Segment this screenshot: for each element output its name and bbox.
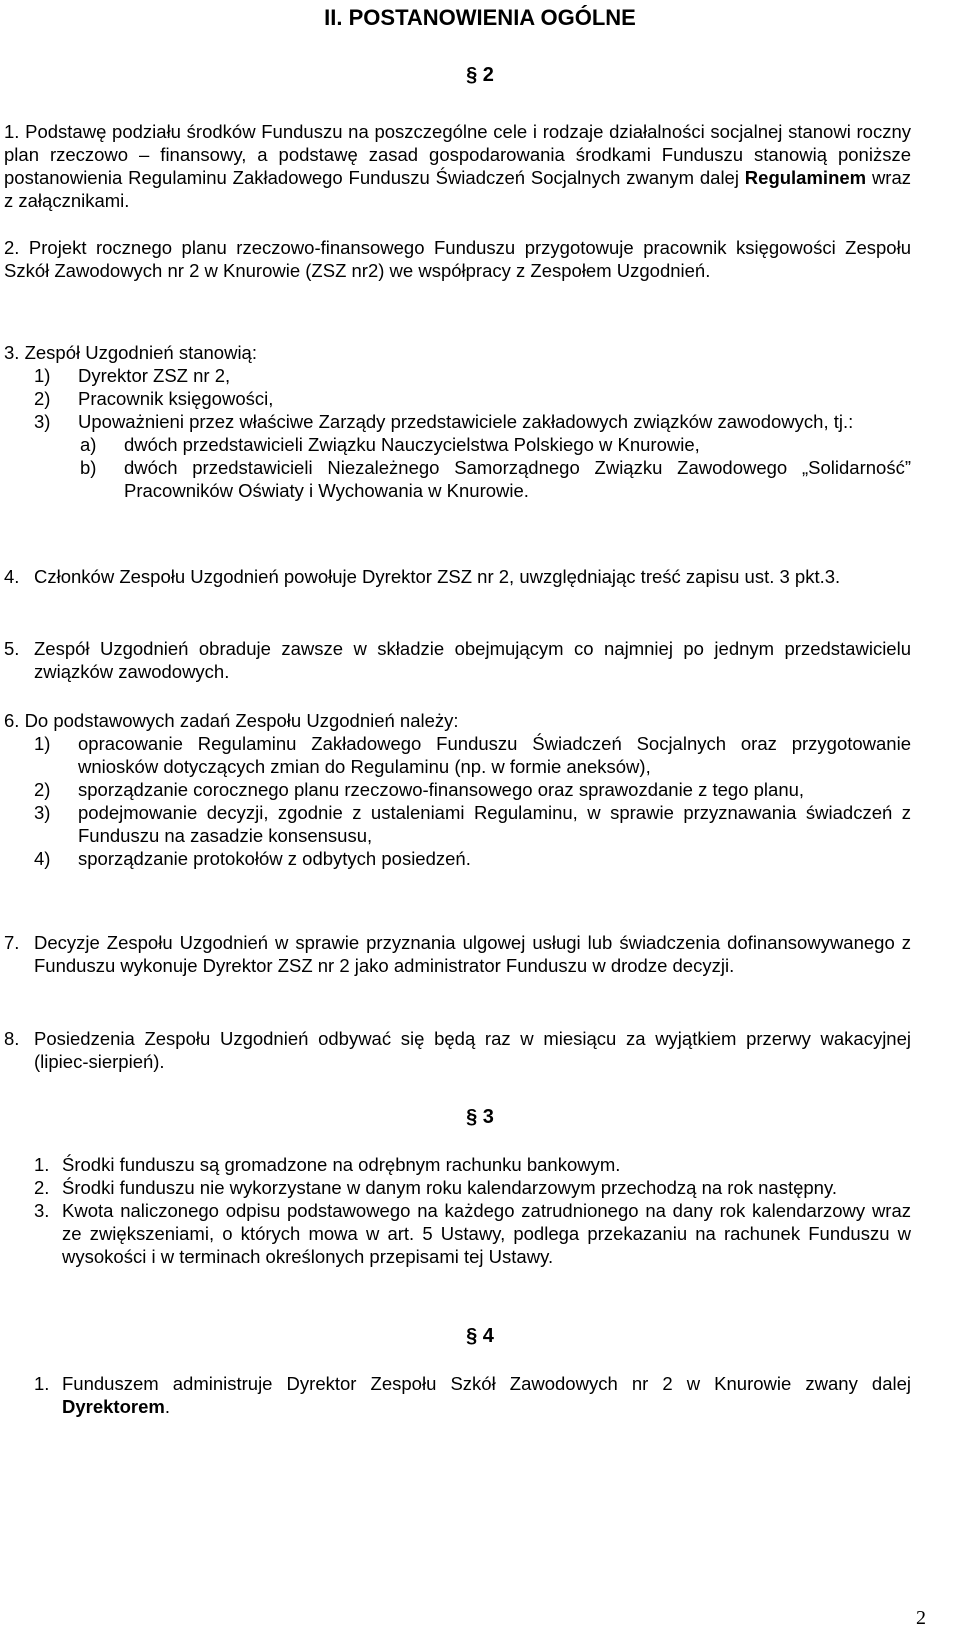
list-item-text: Pracownik księgowości,: [78, 388, 274, 409]
paragraph-1-text-c: wraz z załącznikami.: [4, 167, 911, 211]
list-item-text-a: Funduszem administruje Dyrektor Zespołu Szkół Zawodowych nr 2 w Knurowie zwany dalej: [62, 1373, 911, 1394]
paragraph-1-text-a: 1. Podstawę podziału środków Funduszu na poszczególne cele i rodzaje działalności socjalnej stanowi roczny plan rzeczowo – finansowy, a podstawę zasad gospodarowania środkami Funduszu stanowią poniższe postanowienia Regulaminu Zakładowego Funduszu Świadczeń Socjalnych zwanym dalej: [4, 121, 911, 188]
sub-list-item: [4, 456, 911, 502]
term-regulamin: Regulaminem: [744, 167, 867, 188]
section-heading-4: § 4: [466, 1325, 494, 1347]
list-item: [4, 410, 911, 433]
list-item-text: podejmowanie decyzji, zgodnie z ustaleniami Regulaminu, w sprawie przyznawania świadczeń z Funduszu na zasadzie konsensusu,: [78, 802, 911, 846]
chapter-title: II. POSTANOWIENIA OGÓLNE: [324, 5, 636, 30]
paragraph-5-number: 5.: [4, 638, 20, 659]
paragraph-5: [4, 637, 911, 683]
list-item-number: 1): [34, 365, 51, 386]
list-item-text-c: .: [164, 1396, 170, 1417]
sub-list-item-text: dwóch przedstawicieli Niezależnego Samorządnego Związku Zawodowego „Solidarność” Pracowników Oświaty i Wychowania w Knurowie.: [124, 457, 911, 501]
sub-list-item-letter: a): [80, 434, 97, 455]
list-item-text: sporządzanie protokołów z odbytych posiedzeń.: [78, 848, 471, 869]
paragraph-2-text: 2. Projekt rocznego planu rzeczowo-finansowego Funduszu przygotowuje pracownik księgowości Zespołu Szkół Zawodowych nr 2 w Knurowie (ZSZ nr2) we współpracy z Zespołem Uzgodnień.: [4, 237, 911, 281]
term-dyrektor: Dyrektorem: [62, 1396, 165, 1417]
list-item: [4, 1153, 911, 1176]
paragraph-7-text: Decyzje Zespołu Uzgodnień w sprawie przyznania ulgowej usługi lub świadczenia dofinansowywanego z Funduszu wykonuje Dyrektor ZSZ nr 2 jako administrator Funduszu w drodze decyzji.: [34, 932, 911, 976]
list-item-text: Środki funduszu są gromadzone na odrębnym rachunku bankowym.: [62, 1154, 621, 1175]
paragraph-4-number: 4.: [4, 566, 20, 587]
list-item-number: 1.: [34, 1154, 50, 1175]
paragraph-8-text: Posiedzenia Zespołu Uzgodnień odbywać się będą raz w miesiącu za wyjątkiem przerwy wakacyjnej (lipiec-sierpień).: [34, 1028, 911, 1072]
sub-list-item: [4, 433, 911, 456]
paragraph-3-lead: 3. Zespół Uzgodnień stanowią:: [4, 342, 257, 363]
list-item: [4, 732, 911, 778]
list-item-text: Kwota naliczonego odpisu podstawowego na każdego zatrudnionego na dany rok kalendarzowy wraz ze zwiększeniami, o których mowa w art. 5 Ustawy, podlega przekazaniu na rachunek Funduszu w wysokości i w terminach określonych przepisami tej Ustawy.: [62, 1200, 911, 1267]
paragraph-5-text: Zespół Uzgodnień obraduje zawsze w składzie obejmującym co najmniej po jednym przedstawicielu związków zawodowych.: [34, 638, 911, 682]
list-item-number: 3.: [34, 1200, 50, 1221]
section-3-list: [4, 1153, 911, 1268]
paragraph-6: [4, 709, 911, 870]
list-item-text: [62, 1372, 911, 1418]
list-item: [4, 1372, 911, 1418]
section-4-list: [4, 1372, 911, 1418]
paragraph-4: [4, 565, 911, 588]
list-item-number: 3): [34, 411, 51, 432]
paragraph-7: [4, 931, 911, 977]
list-item: [4, 387, 911, 410]
sub-list-item-letter: b): [80, 457, 97, 478]
paragraph-6-lead: 6. Do podstawowych zadań Zespołu Uzgodnień należy:: [4, 710, 459, 731]
paragraph-4-text: Członków Zespołu Uzgodnień powołuje Dyrektor ZSZ nr 2, uwzględniając treść zapisu ust. 3 pkt.3.: [34, 566, 841, 587]
paragraph-3: [4, 341, 911, 502]
paragraph-2: [4, 236, 911, 282]
sub-list-item-text: dwóch przedstawicieli Związku Nauczycielstwa Polskiego w Knurowie,: [124, 434, 700, 455]
list-item-text: Środki funduszu nie wykorzystane w danym roku kalendarzowym przechodzą na rok następny.: [62, 1177, 837, 1198]
list-item-number: 4): [34, 848, 51, 869]
list-item-number: 2): [34, 388, 51, 409]
list-item-text: Dyrektor ZSZ nr 2,: [78, 365, 231, 386]
list-item: [4, 1176, 911, 1199]
list-item: [4, 801, 911, 847]
list-item: [4, 778, 911, 801]
list-item: [4, 1199, 911, 1268]
list-item: [4, 364, 911, 387]
list-item-number: 1): [34, 733, 51, 754]
list-item-number: 1.: [34, 1373, 50, 1394]
page-number: 2: [916, 1607, 926, 1629]
paragraph-1: [4, 120, 911, 212]
paragraph-7-number: 7.: [4, 932, 20, 953]
list-item: [4, 847, 911, 870]
list-item-number: 2): [34, 779, 51, 800]
section-heading-3: § 3: [466, 1106, 494, 1128]
list-item-number: 2.: [34, 1177, 50, 1198]
paragraph-8-number: 8.: [4, 1028, 20, 1049]
paragraph-8: [4, 1027, 911, 1073]
section-heading-2: § 2: [466, 64, 494, 86]
list-item-text: Upoważnieni przez właściwe Zarządy przedstawiciele zakładowych związków zawodowych, tj.:: [78, 411, 854, 432]
list-item-text: sporządzanie corocznego planu rzeczowo-finansowego oraz sprawozdanie z tego planu,: [78, 779, 805, 800]
list-item-number: 3): [34, 802, 51, 823]
list-item-text: opracowanie Regulaminu Zakładowego Funduszu Świadczeń Socjalnych oraz przygotowanie wniosków dotyczących zmian do Regulaminu (np. w formie aneksów),: [78, 733, 911, 777]
